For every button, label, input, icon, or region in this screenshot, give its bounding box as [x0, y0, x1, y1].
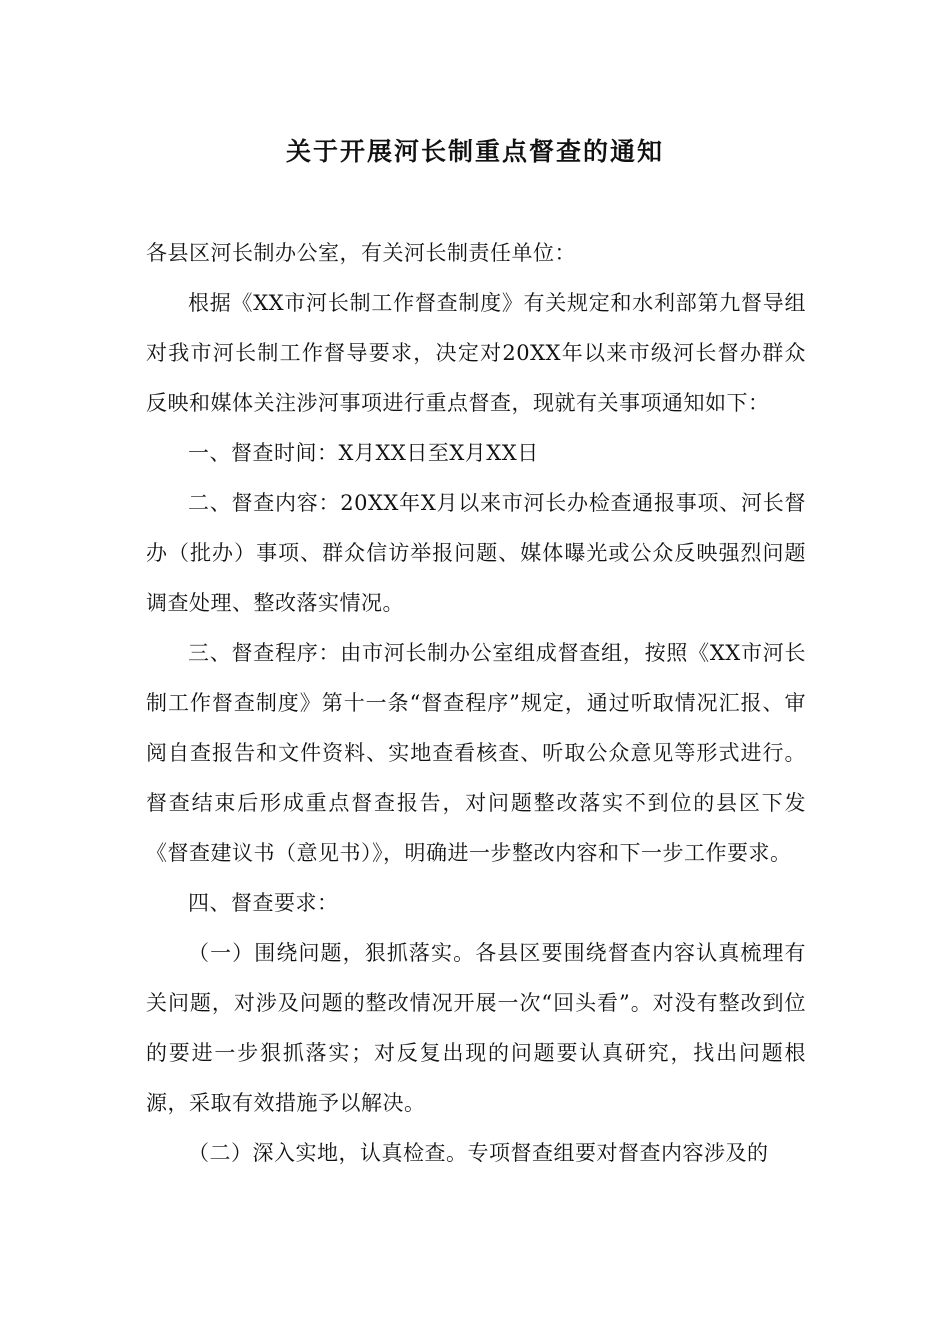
- paragraph-requirement-2: （二）深入实地，认真检查。专项督查组要对督查内容涉及的: [188, 1141, 769, 1165]
- paragraph-intro: 根据《XX市河长制工作督查制度》有关规定和水利部第九督导组对我市河长制工作督导要求，决定对20XX年以来市级河长督办群众反映和媒体关注涉河事项进行重点督查，现就有关事项通知如下：: [146, 291, 806, 415]
- paragraph-procedure: 三、督查程序：由市河长制办公室组成督查组，按照《XX市河长制工作督查制度》第十一条“督查程序”规定，通过听取情况汇报、审阅自查报告和文件资料、实地查看核查、听取公众意见等形式进行。督查结束后形成重点督查报告，对问题整改落实不到位的县区下发《督查建议书（意见书）》，明确进一步整改内容和下一步工作要求。: [146, 641, 806, 865]
- salutation: 各县区河长制办公室，有关河长制责任单位：: [146, 241, 576, 265]
- document-title: 关于开展河长制重点督查的通知: [285, 137, 664, 166]
- paragraph-requirement-1: （一）围绕问题，狠抓落实。各县区要围绕督查内容认真梳理有关问题，对涉及问题的整改情况开展一次“回头看”。对没有整改到位的要进一步狠抓落实；对反复出现的问题要认真研究，找出问题根源，采取有效措施予以解决。: [146, 941, 806, 1115]
- paragraph-content: 二、督查内容：20XX年X月以来市河长办检查通报事项、河长督办（批办）事项、群众信访举报问题、媒体曝光或公众反映强烈问题调查处理、整改落实情况。: [146, 491, 806, 615]
- paragraph-requirements-heading: 四、督查要求：: [188, 891, 339, 915]
- document-body: [146, 228, 806, 1178]
- paragraph-time: 一、督查时间：X月XX日至X月XX日: [188, 441, 539, 465]
